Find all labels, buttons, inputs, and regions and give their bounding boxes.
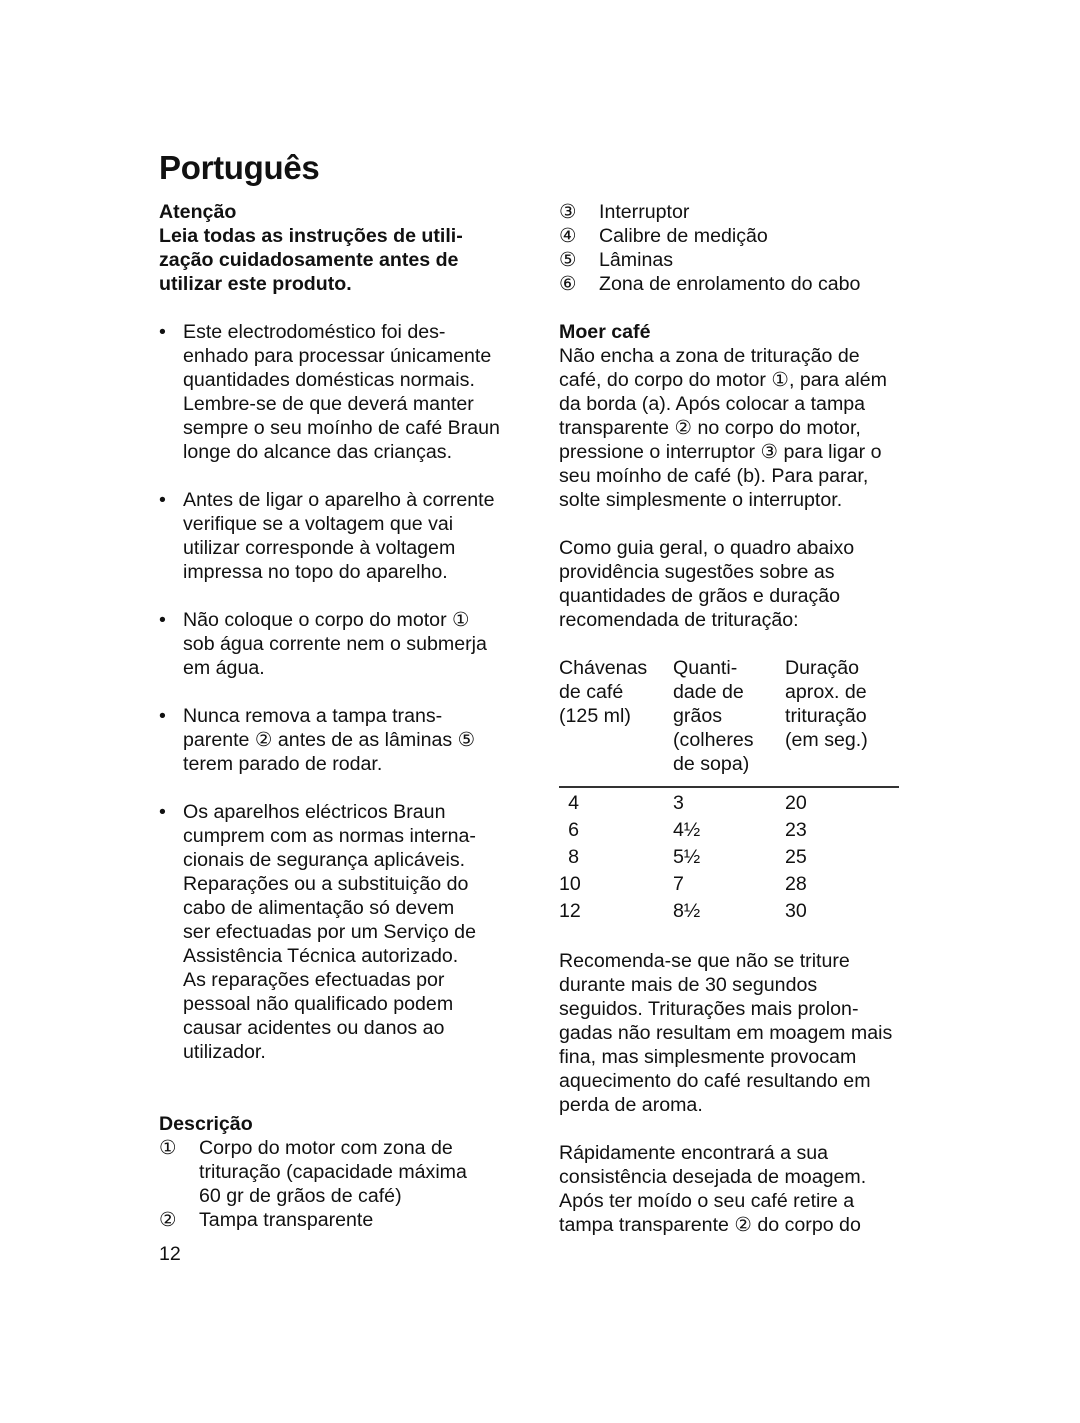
header-text: de sopa) [673, 753, 750, 775]
bullet-line: utilizador. [183, 1041, 266, 1063]
description-item [559, 200, 929, 224]
bullet-line: Este electrodoméstico foi des- [183, 321, 446, 343]
bullet-line: cumprem com as normas interna- [183, 825, 476, 847]
circled-number-icon: ① [159, 1137, 177, 1159]
grind-line: Não encha a zona de trituração de [559, 345, 860, 367]
bullet-line: Assistência Técnica autorizado. [183, 945, 459, 967]
final-line: Rápidamente encontrará a sua [559, 1142, 829, 1164]
bullet-line: Nunca remova a tampa trans- [183, 705, 443, 727]
guide-line: quantidades de grãos e duração [559, 585, 841, 607]
bullet-line: Não coloque o corpo do motor ① [183, 609, 470, 631]
description-item [159, 1208, 529, 1232]
grind-heading: Moer café [559, 321, 651, 343]
right-column [559, 200, 929, 1237]
bullet-icon: • [159, 489, 166, 511]
header-text: Duração [785, 657, 860, 679]
header-text: grãos [673, 705, 723, 727]
bullet-line: sempre o seu moínho de café Braun [183, 417, 500, 439]
bullet-line: verifique se a voltagem que vai [183, 513, 454, 535]
guide-line: Como guia geral, o quadro abaixo [559, 537, 855, 559]
final-line: tampa transparente ② do corpo do [559, 1214, 861, 1236]
bullet-line: quantidades domésticas normais. [183, 369, 475, 391]
bullet-line: cionais de segurança aplicáveis. [183, 849, 466, 871]
description-line: Tampa transparente [199, 1209, 374, 1231]
recommend-line: seguidos. Triturações mais prolon- [559, 998, 859, 1020]
header-text: dade de [673, 681, 744, 703]
bullet-line: parente ② antes de as lâminas ⑤ [183, 729, 476, 751]
safety-bullet [159, 704, 529, 776]
description-item [559, 272, 929, 296]
header-text: de café [559, 681, 624, 703]
bullet-icon: • [159, 705, 166, 727]
final-line: consistência desejada de moagem. [559, 1166, 867, 1188]
description-line: Calibre de medição [599, 225, 768, 247]
header-text: trituração [785, 705, 867, 727]
bullet-line: sob água corrente nem o submerja [183, 633, 487, 655]
header-quantity [673, 656, 785, 776]
recommend-line: durante mais de 30 segundos [559, 974, 818, 996]
grind-line: transparente ② no corpo do motor, [559, 417, 861, 439]
cell-duration: 20 [785, 792, 807, 814]
circled-number-icon: ④ [559, 225, 577, 247]
table-row [559, 898, 929, 925]
description-line: Zona de enrolamento do cabo [599, 273, 861, 295]
final-paragraph [559, 1141, 929, 1237]
recommend-line: Recomenda-se que não se triture [559, 950, 850, 972]
attention-line: Leia todas as instruções de utili- [159, 225, 463, 247]
final-line: Após ter moído o seu café retire a [559, 1190, 855, 1212]
header-cups [559, 656, 673, 776]
grind-line: café, do corpo do motor ①, para além [559, 369, 887, 391]
safety-bullet [159, 488, 529, 584]
header-text: (colheres [673, 729, 754, 751]
bullet-icon: • [159, 609, 166, 631]
grinding-table [559, 656, 929, 925]
safety-bullet [159, 320, 529, 464]
guide-line: providência sugestões sobre as [559, 561, 835, 583]
table-row [559, 871, 929, 898]
cell-cups: 4 [568, 792, 579, 814]
cell-quantity: 5½ [673, 846, 701, 868]
cell-duration: 25 [785, 846, 807, 868]
bullet-line: causar acidentes ou danos ao [183, 1017, 445, 1039]
bullet-line: enhado para processar únicamente [183, 345, 492, 367]
description-line: Lâminas [599, 249, 674, 271]
bullet-line: longe do alcance das crianças. [183, 441, 453, 463]
bullet-line: cabo de alimentação só devem [183, 897, 455, 919]
bullet-icon: • [159, 321, 166, 343]
cell-cups: 12 [559, 900, 581, 922]
description-item [559, 224, 929, 248]
bullet-line: em água. [183, 657, 265, 679]
bullet-line: Os aparelhos eléctricos Braun [183, 801, 446, 823]
attention-line: zação cuidadosamente antes de [159, 249, 459, 271]
description-line: Corpo do motor com zona de [199, 1137, 453, 1159]
grind-section [559, 320, 929, 512]
bullet-line: ser efectuadas por um Serviço de [183, 921, 476, 943]
grind-line: pressione o interruptor ③ para ligar o [559, 441, 882, 463]
attention-section [159, 200, 529, 296]
attention-line: utilizar este produto. [159, 273, 352, 295]
grind-line: da borda (a). Após colocar a tampa [559, 393, 866, 415]
circled-number-icon: ② [159, 1209, 177, 1231]
safety-bullet [159, 800, 529, 1064]
header-duration [785, 656, 905, 776]
header-text: (em seg.) [785, 729, 868, 751]
attention-heading: Atenção [159, 201, 237, 223]
cell-quantity: 8½ [673, 900, 701, 922]
bullet-line: Lembre-se de que deverá manter [183, 393, 474, 415]
table-row [559, 817, 929, 844]
cell-duration: 30 [785, 900, 807, 922]
cell-quantity: 3 [673, 792, 684, 814]
cell-cups: 8 [568, 846, 579, 868]
header-text: Quanti- [673, 657, 738, 679]
description-continued [559, 200, 929, 296]
recommend-line: fina, mas simplesmente provocam [559, 1046, 857, 1068]
bullet-line: utilizar corresponde à voltagem [183, 537, 456, 559]
page-title: Português [159, 149, 320, 186]
description-item [559, 248, 929, 272]
table-divider [559, 786, 899, 788]
guide-line: recomendada de trituração: [559, 609, 799, 631]
table-row [559, 790, 929, 817]
bullet-line: As reparações efectuadas por [183, 969, 445, 991]
description-heading: Descrição [159, 1113, 253, 1135]
safety-bullet [159, 608, 529, 680]
cell-cups: 10 [559, 873, 581, 895]
circled-number-icon: ⑤ [559, 249, 577, 271]
cell-quantity: 4½ [673, 819, 701, 841]
circled-number-icon: ⑥ [559, 273, 577, 295]
description-section [159, 1112, 529, 1232]
cell-quantity: 7 [673, 873, 684, 895]
cell-duration: 23 [785, 819, 807, 841]
cell-duration: 28 [785, 873, 807, 895]
header-text: Chávenas [559, 657, 648, 679]
description-line: 60 gr de grãos de café) [199, 1185, 402, 1207]
guide-paragraph [559, 536, 929, 632]
bullet-line: Antes de ligar o aparelho à corrente [183, 489, 495, 511]
cell-cups: 6 [568, 819, 579, 841]
header-text: (125 ml) [559, 705, 631, 727]
bullet-icon: • [159, 801, 166, 823]
circled-number-icon: ③ [559, 201, 577, 223]
grind-line: seu moínho de café (b). Para parar, [559, 465, 869, 487]
recommend-line: aquecimento do café resultando em [559, 1070, 871, 1092]
left-column [159, 200, 529, 1232]
table-header [559, 656, 929, 776]
bullet-line: pessoal não qualificado podem [183, 993, 454, 1015]
bullet-line: impressa no topo do aparelho. [183, 561, 448, 583]
recommend-paragraph [559, 949, 929, 1117]
description-item [159, 1136, 529, 1208]
recommend-line: perda de aroma. [559, 1094, 703, 1116]
description-line: Interruptor [599, 201, 690, 223]
page-number: 12 [159, 1243, 181, 1265]
header-text: aprox. de [785, 681, 867, 703]
table-row [559, 844, 929, 871]
bullet-line: terem parado de rodar. [183, 753, 383, 775]
bullet-line: Reparações ou a substituição do [183, 873, 469, 895]
description-line: trituração (capacidade máxima [199, 1161, 467, 1183]
grind-line: solte simplesmente o interruptor. [559, 489, 843, 511]
recommend-line: gadas não resultam em moagem mais [559, 1022, 893, 1044]
